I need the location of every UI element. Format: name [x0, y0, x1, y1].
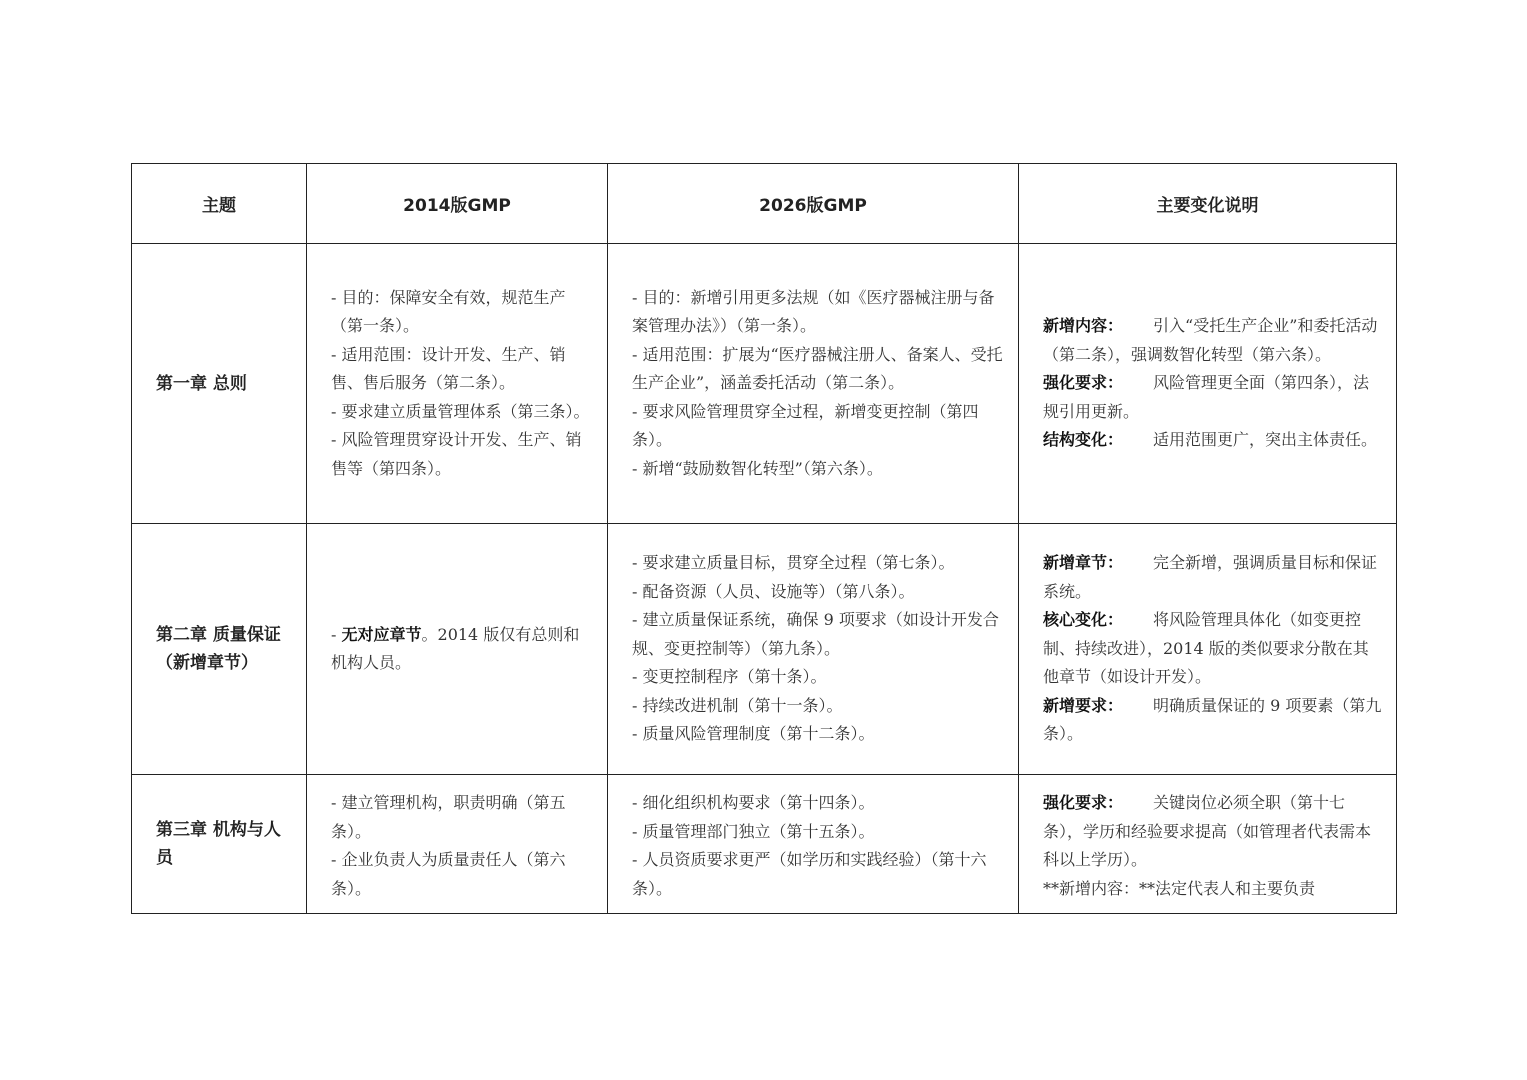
table-row	[132, 524, 1397, 775]
row-topic: 第一章 总则	[132, 244, 307, 524]
list-item: - 新增“鼓励数智化转型”（第六条）。	[632, 458, 883, 478]
cell-changes	[1019, 244, 1397, 524]
cell-2026	[608, 244, 1019, 524]
list-item: - 适用范围：设计开发、生产、销售、售后服务（第二条）。	[331, 344, 566, 393]
change-text: 引入“受托生产企业”和委托活动（第二条），强调数智化转型（第六条）。	[1043, 316, 1378, 364]
list-item: - 细化组织机构要求（第十四条）。	[632, 793, 875, 812]
list-item: - 建立质量保证系统，确保 9 项要求（如设计开发合规、变更控制等）（第九条）。	[632, 610, 999, 658]
cell-2014	[307, 775, 608, 914]
list-item: - 风险管理贯穿设计开发、生产、销售等（第四条）。	[331, 430, 582, 478]
change-item	[1043, 789, 1382, 875]
list-item: - 要求风险管理贯穿全过程，新增变更控制（第四条）。	[632, 401, 979, 450]
cell-2026	[608, 524, 1019, 775]
table-header-row	[132, 164, 1397, 244]
cell-2014	[307, 244, 608, 524]
change-text: 完全新增，强调质量目标和保证系统。	[1043, 553, 1378, 601]
list-item: - 要求建立质量管理体系（第三条）。	[331, 401, 590, 421]
change-item-extra: **新增内容：**法定代表人和主要负责	[1043, 878, 1316, 898]
change-text: 关键岗位必须全职（第十七条），学历和经验要求提高（如管理者代表需本科以上学历）。	[1043, 793, 1372, 869]
list-item: - 质量风险管理制度（第十二条）。	[632, 724, 875, 744]
list-item	[331, 621, 595, 678]
cell-2014	[307, 524, 608, 775]
header-2014: 2014版GMP	[307, 164, 608, 244]
row-topic: 第二章 质量保证（新增章节）	[132, 524, 307, 775]
table-row	[132, 244, 1397, 524]
header-topic: 主题	[132, 164, 307, 244]
no-chapter-label: 无对应章节	[341, 624, 422, 644]
change-text: 将风险管理具体化（如变更控制、持续改进），2014 版的类似要求分散在其他章节（如设计开发）。	[1043, 610, 1369, 687]
change-label: 新增章节：	[1043, 553, 1124, 573]
item-text: 。2014 版仅有总则和机构人员。	[331, 624, 580, 672]
list-item: - 要求建立质量目标，贯穿全过程（第七条）。	[632, 553, 955, 573]
table-row	[132, 775, 1397, 914]
list-item: - 目的：保障安全有效，规范生产（第一条）。	[331, 287, 566, 336]
header-changes: 主要变化说明	[1019, 164, 1397, 244]
cell-2026	[608, 775, 1019, 914]
list-item: - 配备资源（人员、设施等）（第八条）。	[632, 581, 915, 601]
change-item	[1043, 606, 1382, 692]
change-item	[1043, 312, 1382, 369]
change-item	[1043, 369, 1382, 426]
change-text: 明确质量保证的 9 项要素（第九条）。	[1043, 695, 1382, 744]
row-topic: 第三章 机构与人员	[132, 775, 307, 914]
cell-changes	[1019, 775, 1397, 914]
list-item: - 变更控制程序（第十条）。	[632, 667, 827, 687]
list-item: - 企业负责人为质量责任人（第六条）。	[331, 850, 566, 898]
list-item: - 质量管理部门独立（第十五条）。	[632, 821, 875, 841]
change-item	[1043, 426, 1382, 455]
change-label: 新增要求：	[1043, 695, 1124, 715]
change-label: 强化要求：	[1043, 793, 1124, 812]
list-item: - 持续改进机制（第十一条）。	[632, 695, 843, 715]
change-text: 适用范围更广，突出主体责任。	[1153, 430, 1378, 450]
change-text: 风险管理更全面（第四条），法规引用更新。	[1043, 373, 1370, 421]
list-item: - 人员资质要求更严（如学历和实践经验）（第十六条）。	[632, 850, 987, 898]
header-2026: 2026版GMP	[608, 164, 1019, 244]
change-label: 强化要求：	[1043, 373, 1124, 393]
item-prefix: -	[331, 624, 342, 644]
change-label: 核心变化：	[1043, 610, 1124, 630]
change-label: 新增内容：	[1043, 316, 1124, 336]
change-label: 结构变化：	[1043, 430, 1124, 450]
list-item: - 适用范围：扩展为“医疗器械注册人、备案人、受托生产企业”，涵盖委托活动（第二条）。	[632, 344, 1003, 393]
list-item: - 建立管理机构，职责明确（第五条）。	[331, 793, 566, 841]
change-item	[1043, 549, 1382, 606]
list-item: - 目的：新增引用更多法规（如《医疗器械注册与备案管理办法》）（第一条）。	[632, 287, 995, 336]
gmp-comparison-table	[131, 163, 1397, 914]
cell-changes	[1019, 524, 1397, 775]
change-item	[1043, 692, 1382, 749]
